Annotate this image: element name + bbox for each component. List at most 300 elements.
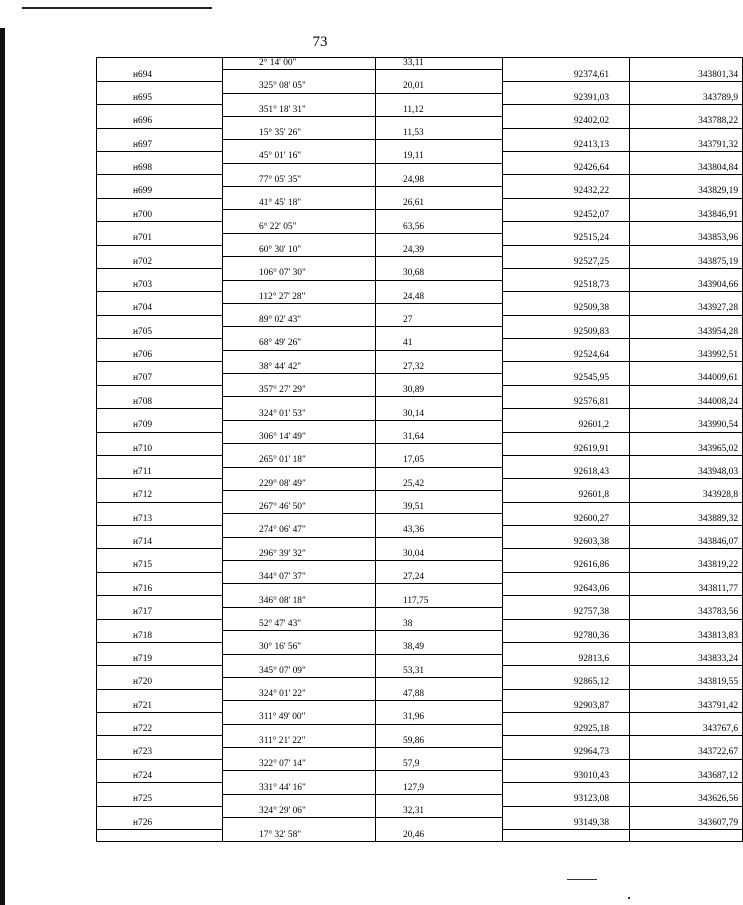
distance-cell (376, 374, 503, 386)
distance-cell (376, 327, 503, 339)
y-coordinate-cell (630, 642, 743, 654)
point-name-cell (97, 642, 223, 654)
segment-row (97, 175, 743, 187)
x-coordinate-cell (503, 339, 630, 351)
y-coordinate-cell (630, 666, 743, 678)
point-row (97, 420, 743, 432)
point-name-cell (97, 479, 223, 491)
x-coordinate-cell: 92515,24 (503, 233, 630, 245)
bearing-cell: 52° 47' 43" (223, 619, 376, 631)
distance-cell: 38,49 (376, 642, 503, 654)
y-coordinate-cell (630, 128, 743, 140)
segment-row (97, 198, 743, 210)
distance-cell (376, 70, 503, 82)
distance-cell: 117,75 (376, 596, 503, 608)
distance-cell: 63,56 (376, 222, 503, 234)
x-coordinate-cell (503, 596, 630, 608)
bearing-cell: 265° 01' 18" (223, 455, 376, 467)
y-coordinate-cell: 343853,96 (630, 233, 743, 245)
distance-cell: 27 (376, 315, 503, 327)
y-coordinate-cell (630, 362, 743, 374)
distance-cell: 41 (376, 339, 503, 351)
distance-cell: 59,86 (376, 736, 503, 748)
point-name-cell (97, 152, 223, 164)
segment-row (97, 829, 743, 841)
point-name-cell (97, 713, 223, 725)
bearing-cell: 2° 14' 00" (223, 58, 376, 70)
point-name-cell (97, 105, 223, 117)
segment-row (97, 81, 743, 93)
point-name-cell: н712 (97, 490, 223, 502)
point-row (97, 514, 743, 526)
segment-row (97, 736, 743, 748)
distance-cell (376, 724, 503, 736)
y-coordinate-cell: 343928,8 (630, 490, 743, 502)
y-coordinate-cell: 343722,67 (630, 748, 743, 760)
segment-row (97, 222, 743, 234)
x-coordinate-cell (503, 222, 630, 234)
x-coordinate-cell (503, 152, 630, 164)
x-coordinate-cell (503, 736, 630, 748)
x-coordinate-cell (503, 409, 630, 421)
bearing-cell: 274° 06' 47" (223, 526, 376, 538)
bearing-cell: 38° 44' 42" (223, 362, 376, 374)
point-name-cell: н702 (97, 257, 223, 269)
bearing-cell: 41° 45' 18" (223, 198, 376, 210)
bearing-cell (223, 374, 376, 386)
y-coordinate-cell (630, 339, 743, 351)
point-name-cell (97, 292, 223, 304)
segment-row (97, 549, 743, 561)
y-coordinate-cell: 343811,77 (630, 584, 743, 596)
distance-cell (376, 748, 503, 760)
y-coordinate-cell (630, 292, 743, 304)
bearing-cell: 306° 14' 49" (223, 432, 376, 444)
point-name-cell (97, 81, 223, 93)
x-coordinate-cell: 92757,38 (503, 607, 630, 619)
point-row (97, 654, 743, 666)
bearing-cell (223, 724, 376, 736)
point-name-cell (97, 385, 223, 397)
y-coordinate-cell: 343875,19 (630, 257, 743, 269)
x-coordinate-cell: 92452,07 (503, 210, 630, 222)
point-name-cell: н697 (97, 140, 223, 152)
y-coordinate-cell (630, 152, 743, 164)
point-name-cell: н722 (97, 724, 223, 736)
point-name-cell: н703 (97, 280, 223, 292)
distance-cell (376, 584, 503, 596)
x-coordinate-cell (503, 479, 630, 491)
bearing-cell (223, 677, 376, 689)
x-coordinate-cell: 92925,18 (503, 724, 630, 736)
y-coordinate-cell: 343948,03 (630, 467, 743, 479)
segment-row (97, 526, 743, 538)
y-coordinate-cell (630, 315, 743, 327)
point-name-cell: н723 (97, 748, 223, 760)
distance-cell (376, 233, 503, 245)
x-coordinate-cell: 92903,87 (503, 701, 630, 713)
x-coordinate-cell: 92374,61 (503, 70, 630, 82)
distance-cell: 31,64 (376, 432, 503, 444)
point-name-cell (97, 315, 223, 327)
segment-row (97, 315, 743, 327)
x-coordinate-cell: 92603,38 (503, 537, 630, 549)
y-coordinate-cell: 343954,28 (630, 327, 743, 339)
segment-row (97, 689, 743, 701)
bearing-cell (223, 116, 376, 128)
bearing-cell: 296° 39' 32" (223, 549, 376, 561)
point-name-cell: н695 (97, 93, 223, 105)
bearing-cell: 229° 08' 49" (223, 479, 376, 491)
y-coordinate-cell: 343819,22 (630, 561, 743, 573)
segment-row (97, 502, 743, 514)
bearing-cell (223, 467, 376, 479)
bearing-cell (223, 654, 376, 666)
x-coordinate-cell (503, 783, 630, 795)
distance-cell: 25,42 (376, 479, 503, 491)
segment-row (97, 596, 743, 608)
point-name-cell: н701 (97, 233, 223, 245)
y-coordinate-cell (630, 502, 743, 514)
scan-edge (0, 28, 5, 905)
y-coordinate-cell (630, 783, 743, 795)
distance-cell (376, 210, 503, 222)
distance-cell: 19,11 (376, 152, 503, 164)
point-row (97, 233, 743, 245)
bearing-cell (223, 397, 376, 409)
point-row (97, 444, 743, 456)
x-coordinate-cell: 92964,73 (503, 748, 630, 760)
x-coordinate-cell (503, 58, 630, 70)
bearing-cell: 106° 07' 30" (223, 268, 376, 280)
y-coordinate-cell: 343791,32 (630, 140, 743, 152)
y-coordinate-cell (630, 736, 743, 748)
bearing-cell (223, 420, 376, 432)
distance-cell (376, 163, 503, 175)
x-coordinate-cell: 92576,81 (503, 397, 630, 409)
x-coordinate-cell (503, 642, 630, 654)
bearing-cell (223, 490, 376, 502)
point-name-cell: н714 (97, 537, 223, 549)
y-coordinate-cell: 343829,19 (630, 187, 743, 199)
bearing-cell: 324° 01' 53" (223, 409, 376, 421)
distance-cell: 20,01 (376, 81, 503, 93)
distance-cell (376, 444, 503, 456)
x-coordinate-cell: 92413,13 (503, 140, 630, 152)
x-coordinate-cell (503, 432, 630, 444)
point-name-cell: н706 (97, 350, 223, 362)
distance-cell: 38 (376, 619, 503, 631)
point-name-cell: н704 (97, 303, 223, 315)
segment-row (97, 455, 743, 467)
y-coordinate-cell (630, 806, 743, 818)
distance-cell (376, 350, 503, 362)
distance-cell: 39,51 (376, 502, 503, 514)
distance-cell: 53,31 (376, 666, 503, 678)
point-row (97, 677, 743, 689)
distance-cell: 11,53 (376, 128, 503, 140)
y-coordinate-cell (630, 432, 743, 444)
x-coordinate-cell: 93149,38 (503, 818, 630, 830)
bearing-cell (223, 70, 376, 82)
distance-cell (376, 116, 503, 128)
y-coordinate-cell (630, 619, 743, 631)
y-coordinate-cell: 343607,79 (630, 818, 743, 830)
y-coordinate-cell: 343819,55 (630, 677, 743, 689)
bearing-cell: 45° 01' 16" (223, 152, 376, 164)
bearing-cell (223, 163, 376, 175)
point-row (97, 93, 743, 105)
segment-row (97, 385, 743, 397)
x-coordinate-cell: 92601,8 (503, 490, 630, 502)
distance-cell: 24,48 (376, 292, 503, 304)
x-coordinate-cell (503, 526, 630, 538)
distance-cell: 20,46 (376, 829, 503, 841)
point-name-cell: н696 (97, 116, 223, 128)
point-name-cell (97, 759, 223, 771)
point-name-cell: н705 (97, 327, 223, 339)
y-coordinate-cell (630, 549, 743, 561)
distance-cell: 127,9 (376, 783, 503, 795)
segment-row (97, 432, 743, 444)
point-row (97, 257, 743, 269)
point-name-cell: н708 (97, 397, 223, 409)
distance-cell (376, 93, 503, 105)
y-coordinate-cell: 343846,07 (630, 537, 743, 549)
y-coordinate-cell (630, 175, 743, 187)
point-name-cell: н716 (97, 584, 223, 596)
bottom-rule (567, 879, 597, 880)
point-row (97, 561, 743, 573)
bearing-cell (223, 514, 376, 526)
x-coordinate-cell: 92618,43 (503, 467, 630, 479)
y-coordinate-cell: 343804,84 (630, 163, 743, 175)
distance-cell: 47,88 (376, 689, 503, 701)
point-row (97, 607, 743, 619)
x-coordinate-cell: 92509,83 (503, 327, 630, 339)
bearing-cell: 322° 07' 14" (223, 759, 376, 771)
y-coordinate-cell (630, 572, 743, 584)
bearing-cell: 60° 30' 10" (223, 245, 376, 257)
bearing-cell (223, 584, 376, 596)
distance-cell (376, 257, 503, 269)
y-coordinate-cell: 343687,12 (630, 771, 743, 783)
bearing-cell: 311° 21' 22" (223, 736, 376, 748)
y-coordinate-cell (630, 713, 743, 725)
x-coordinate-cell: 92524,64 (503, 350, 630, 362)
bearing-cell (223, 561, 376, 573)
bearing-cell: 357° 27' 29" (223, 385, 376, 397)
bearing-cell (223, 327, 376, 339)
y-coordinate-cell (630, 526, 743, 538)
point-row (97, 303, 743, 315)
x-coordinate-cell: 92426,64 (503, 163, 630, 175)
point-name-cell (97, 783, 223, 795)
point-name-cell (97, 736, 223, 748)
x-coordinate-cell: 92600,27 (503, 514, 630, 526)
bearing-cell (223, 233, 376, 245)
point-name-cell (97, 502, 223, 514)
distance-cell (376, 537, 503, 549)
segment-row (97, 292, 743, 304)
bearing-cell: 68° 49' 26" (223, 339, 376, 351)
y-coordinate-cell (630, 596, 743, 608)
y-coordinate-cell: 343992,51 (630, 350, 743, 362)
y-coordinate-cell (630, 829, 743, 841)
point-row (97, 818, 743, 830)
point-name-cell: н724 (97, 771, 223, 783)
y-coordinate-cell: 343904,66 (630, 280, 743, 292)
x-coordinate-cell: 92619,91 (503, 444, 630, 456)
point-row (97, 467, 743, 479)
x-coordinate-cell (503, 128, 630, 140)
x-coordinate-cell (503, 689, 630, 701)
y-coordinate-cell: 343783,56 (630, 607, 743, 619)
point-name-cell: н719 (97, 654, 223, 666)
y-coordinate-cell: 343789,9 (630, 93, 743, 105)
y-coordinate-cell: 343626,56 (630, 794, 743, 806)
point-name-cell (97, 245, 223, 257)
point-row (97, 187, 743, 199)
distance-cell: 27,24 (376, 572, 503, 584)
segment-row (97, 806, 743, 818)
point-row (97, 701, 743, 713)
point-name-cell: н715 (97, 561, 223, 573)
point-row (97, 163, 743, 175)
x-coordinate-cell (503, 268, 630, 280)
point-name-cell (97, 128, 223, 140)
x-coordinate-cell (503, 245, 630, 257)
x-coordinate-cell (503, 362, 630, 374)
top-rule (22, 7, 212, 9)
segment-row (97, 409, 743, 421)
distance-cell (376, 794, 503, 806)
point-name-cell (97, 339, 223, 351)
x-coordinate-cell: 92813,6 (503, 654, 630, 666)
point-name-cell: н721 (97, 701, 223, 713)
y-coordinate-cell (630, 268, 743, 280)
point-name-cell: н698 (97, 163, 223, 175)
distance-cell: 24,98 (376, 175, 503, 187)
page-number: 73 (312, 34, 328, 50)
x-coordinate-cell (503, 666, 630, 678)
distance-cell: 17,05 (376, 455, 503, 467)
point-name-cell (97, 455, 223, 467)
point-name-cell (97, 619, 223, 631)
x-coordinate-cell: 92432,22 (503, 187, 630, 199)
segment-row (97, 339, 743, 351)
point-name-cell: н713 (97, 514, 223, 526)
distance-cell (376, 677, 503, 689)
bearing-cell (223, 140, 376, 152)
bearing-cell (223, 257, 376, 269)
distance-cell (376, 771, 503, 783)
distance-cell (376, 818, 503, 830)
coordinates-table-body (97, 58, 743, 842)
segment-row (97, 152, 743, 164)
distance-cell: 31,96 (376, 713, 503, 725)
point-name-cell (97, 58, 223, 70)
point-row (97, 537, 743, 549)
point-row (97, 584, 743, 596)
y-coordinate-cell: 343965,02 (630, 444, 743, 456)
distance-cell: 30,89 (376, 385, 503, 397)
point-name-cell: н725 (97, 794, 223, 806)
bearing-cell: 17° 32' 58" (223, 829, 376, 841)
point-name-cell (97, 198, 223, 210)
point-name-cell: н720 (97, 677, 223, 689)
distance-cell: 30,04 (376, 549, 503, 561)
distance-cell (376, 187, 503, 199)
distance-cell (376, 467, 503, 479)
x-coordinate-cell (503, 81, 630, 93)
point-row (97, 771, 743, 783)
x-coordinate-cell: 92391,03 (503, 93, 630, 105)
x-coordinate-cell (503, 175, 630, 187)
distance-cell: 11,12 (376, 105, 503, 117)
segment-row (97, 58, 743, 70)
segment-row (97, 642, 743, 654)
point-name-cell (97, 549, 223, 561)
segment-row (97, 479, 743, 491)
y-coordinate-cell (630, 689, 743, 701)
bearing-cell: 77° 05' 35" (223, 175, 376, 187)
bearing-cell: 6° 22' 05" (223, 222, 376, 234)
x-coordinate-cell (503, 549, 630, 561)
x-coordinate-cell: 92518,73 (503, 280, 630, 292)
x-coordinate-cell: 92545,95 (503, 374, 630, 386)
x-coordinate-cell (503, 806, 630, 818)
distance-cell (376, 701, 503, 713)
point-name-cell: н726 (97, 818, 223, 830)
distance-cell (376, 420, 503, 432)
point-name-cell (97, 666, 223, 678)
point-row (97, 794, 743, 806)
distance-cell (376, 140, 503, 152)
y-coordinate-cell: 343767,6 (630, 724, 743, 736)
y-coordinate-cell: 343813,83 (630, 631, 743, 643)
x-coordinate-cell: 93010,43 (503, 771, 630, 783)
x-coordinate-cell: 92643,06 (503, 584, 630, 596)
distance-cell (376, 654, 503, 666)
distance-cell: 32,31 (376, 806, 503, 818)
y-coordinate-cell (630, 58, 743, 70)
x-coordinate-cell (503, 619, 630, 631)
y-coordinate-cell (630, 479, 743, 491)
bearing-cell (223, 444, 376, 456)
point-name-cell (97, 829, 223, 841)
point-name-cell: н699 (97, 187, 223, 199)
segment-row (97, 572, 743, 584)
point-row (97, 350, 743, 362)
bearing-cell: 325° 08' 05" (223, 81, 376, 93)
distance-cell: 57,9 (376, 759, 503, 771)
distance-cell: 43,36 (376, 526, 503, 538)
bearing-cell (223, 607, 376, 619)
y-coordinate-cell (630, 198, 743, 210)
point-row (97, 327, 743, 339)
y-coordinate-cell: 344008,24 (630, 397, 743, 409)
y-coordinate-cell: 343927,28 (630, 303, 743, 315)
bearing-cell (223, 303, 376, 315)
x-coordinate-cell: 92865,12 (503, 677, 630, 689)
segment-row (97, 128, 743, 140)
distance-cell (376, 607, 503, 619)
y-coordinate-cell: 343846,91 (630, 210, 743, 222)
distance-cell: 33,11 (376, 58, 503, 70)
point-name-cell (97, 526, 223, 538)
point-name-cell (97, 572, 223, 584)
